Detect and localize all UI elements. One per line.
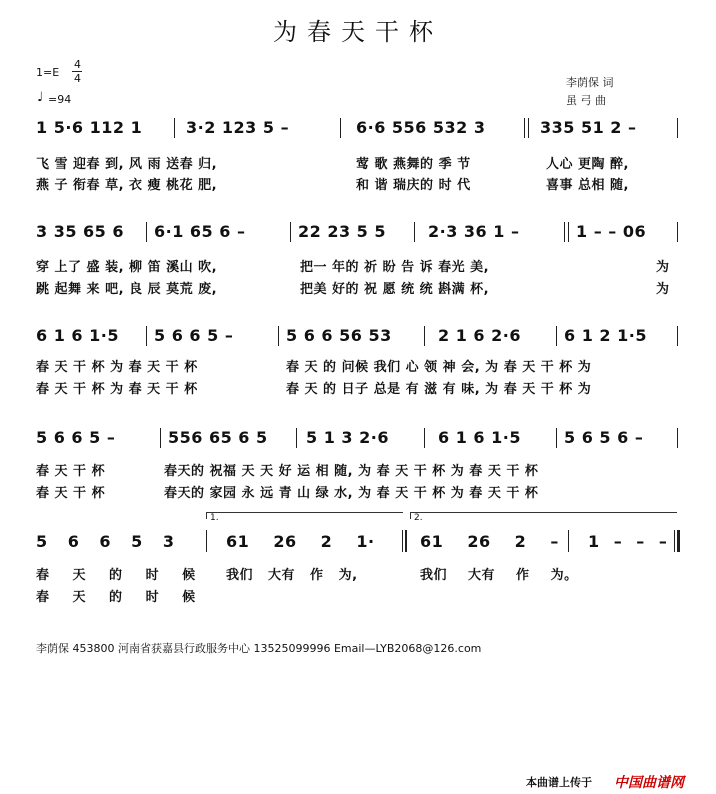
contact-footer: 李荫保 453800 河南省获嘉县行政服务中心 13525099996 Email—LYB2068@126.com bbox=[36, 642, 482, 655]
lyric-verse1: 我们 大有 作 为。 bbox=[420, 568, 578, 583]
barline bbox=[556, 428, 557, 448]
lyric-verse1: 春天的 祝福 天 天 好 运 相 随, 为 春 天 干 杯 为 春 天 干 杯 bbox=[164, 464, 539, 479]
measure-notes: 5 6 6 56 53 bbox=[286, 326, 392, 345]
lyric-verse2: 跳 起舞 来 吧, 良 辰 莫荒 废, bbox=[36, 282, 218, 297]
measure-notes: 22 23 5 5 bbox=[298, 222, 387, 241]
measure-notes: 5 6 5 6 – bbox=[564, 428, 644, 447]
lyric-verse1: 把一 年的 祈 盼 告 诉 春光 美, bbox=[300, 260, 490, 275]
composer: 虽 弓 曲 bbox=[566, 94, 606, 107]
measure-notes: 5 6 6 5 3 bbox=[36, 532, 175, 551]
barline bbox=[206, 530, 207, 552]
lyric-verse1: 春 天 干 杯 为 春 天 干 杯 bbox=[36, 360, 198, 375]
volta-2-bracket bbox=[410, 512, 677, 519]
measure-notes: 6 1 6 1·5 bbox=[438, 428, 521, 447]
time-sig-top: 4 bbox=[74, 58, 81, 71]
measure-notes: 5 6 6 5 – bbox=[154, 326, 234, 345]
measure-notes: 5 6 6 5 – bbox=[36, 428, 116, 447]
lyric-verse1: 莺 歌 燕舞的 季 节 bbox=[356, 157, 471, 172]
barline bbox=[424, 326, 425, 346]
volta-1-label: 1. bbox=[210, 513, 219, 523]
barline bbox=[524, 118, 525, 138]
barline bbox=[414, 222, 415, 242]
barline bbox=[528, 118, 529, 138]
lyric-verse2: 为 bbox=[656, 282, 670, 297]
barline bbox=[146, 326, 147, 346]
lyric-verse2: 春 天 干 杯 为 春 天 干 杯 bbox=[36, 382, 198, 397]
barline bbox=[677, 326, 678, 346]
lyric-verse2: 春 天 干 杯 bbox=[36, 486, 106, 501]
measure-notes: 6·6 556 532 3 bbox=[356, 118, 486, 137]
measure-notes: 1 – – 06 bbox=[576, 222, 647, 241]
lyricist: 李荫保 词 bbox=[566, 76, 614, 89]
time-sig-bottom: 4 bbox=[74, 72, 81, 85]
lyric-verse1: 春 天 干 杯 bbox=[36, 464, 106, 479]
final-barline-thick bbox=[677, 530, 680, 552]
final-barline bbox=[674, 530, 675, 552]
lyric-verse2: 春天的 家园 永 远 青 山 绿 水, 为 春 天 干 杯 为 春 天 干 杯 bbox=[164, 486, 539, 501]
volta-1-bracket bbox=[206, 512, 403, 519]
volta-2-label: 2. bbox=[414, 513, 423, 523]
barline bbox=[290, 222, 291, 242]
lyric-verse2: 春 天 的 日子 总是 有 滋 有 味, 为 春 天 干 杯 为 bbox=[286, 382, 592, 397]
lyric-verse2: 把美 好的 祝 愿 统 统 斟满 杯, bbox=[300, 282, 490, 297]
barline bbox=[278, 326, 279, 346]
measure-notes: 6 1 6 1·5 bbox=[36, 326, 119, 345]
key-signature: 1=E bbox=[36, 66, 60, 79]
lyric-verse2: 和 谐 瑞庆的 时 代 bbox=[356, 178, 471, 193]
lyric-verse2: 燕 子 衔春 草, 衣 瘦 桃花 肥, bbox=[36, 178, 218, 193]
barline bbox=[174, 118, 175, 138]
lyric-verse1: 穿 上了 盛 装, 柳 笛 溪山 吹, bbox=[36, 260, 218, 275]
barline bbox=[568, 222, 569, 242]
lyric-verse1: 人心 更陶 醉, bbox=[546, 157, 629, 172]
measure-notes: 2 1 6 2·6 bbox=[438, 326, 521, 345]
lyric-verse1: 我们 大有 作 为, bbox=[226, 568, 358, 583]
lyric-verse1: 春 天 的 时 候 bbox=[36, 568, 196, 583]
barline bbox=[677, 428, 678, 448]
measure-notes: 335 51 2 – bbox=[540, 118, 637, 137]
measure-notes: 5 1 3 2·6 bbox=[306, 428, 389, 447]
repeat-barline bbox=[402, 530, 403, 552]
tempo: =94 bbox=[48, 93, 72, 106]
measure-notes: 1 – – – bbox=[588, 532, 668, 551]
barline bbox=[296, 428, 297, 448]
barline bbox=[568, 530, 569, 552]
barline bbox=[160, 428, 161, 448]
measure-notes: 6 1 2 1·5 bbox=[564, 326, 647, 345]
barline bbox=[556, 326, 557, 346]
measure-notes: 556 65 6 5 bbox=[168, 428, 268, 447]
barline bbox=[564, 222, 565, 242]
barline bbox=[677, 222, 678, 242]
lyric-verse1: 飞 雪 迎春 到, 风 雨 送春 归, bbox=[36, 157, 218, 172]
measure-notes: 2·3 36 1 – bbox=[428, 222, 520, 241]
measure-notes: 61 26 2 1· bbox=[226, 532, 375, 551]
lyric-verse1: 春 天 的 问候 我们 心 领 神 会, 为 春 天 干 杯 为 bbox=[286, 360, 592, 375]
barline bbox=[340, 118, 341, 138]
measure-notes: 6·1 65 6 – bbox=[154, 222, 246, 241]
measure-notes: 1 5·6 112 1 bbox=[36, 118, 143, 137]
upload-credit: 本曲谱上传于 bbox=[526, 776, 592, 789]
barline bbox=[146, 222, 147, 242]
repeat-barline-thick bbox=[405, 530, 407, 552]
barline bbox=[677, 118, 678, 138]
measure-notes: 3·2 123 5 – bbox=[186, 118, 290, 137]
barline bbox=[424, 428, 425, 448]
lyric-verse2: 春 天 的 时 候 bbox=[36, 590, 196, 605]
quarter-note-icon: ♩ bbox=[37, 90, 44, 105]
lyric-verse1: 为 bbox=[656, 260, 670, 275]
song-title: 为春天干杯 bbox=[273, 18, 443, 46]
lyric-verse2: 喜事 总相 随, bbox=[546, 178, 629, 193]
site-logo[interactable]: 中国曲谱网 bbox=[614, 775, 684, 791]
measure-notes: 61 26 2 – bbox=[420, 532, 559, 551]
measure-notes: 3 35 65 6 bbox=[36, 222, 125, 241]
